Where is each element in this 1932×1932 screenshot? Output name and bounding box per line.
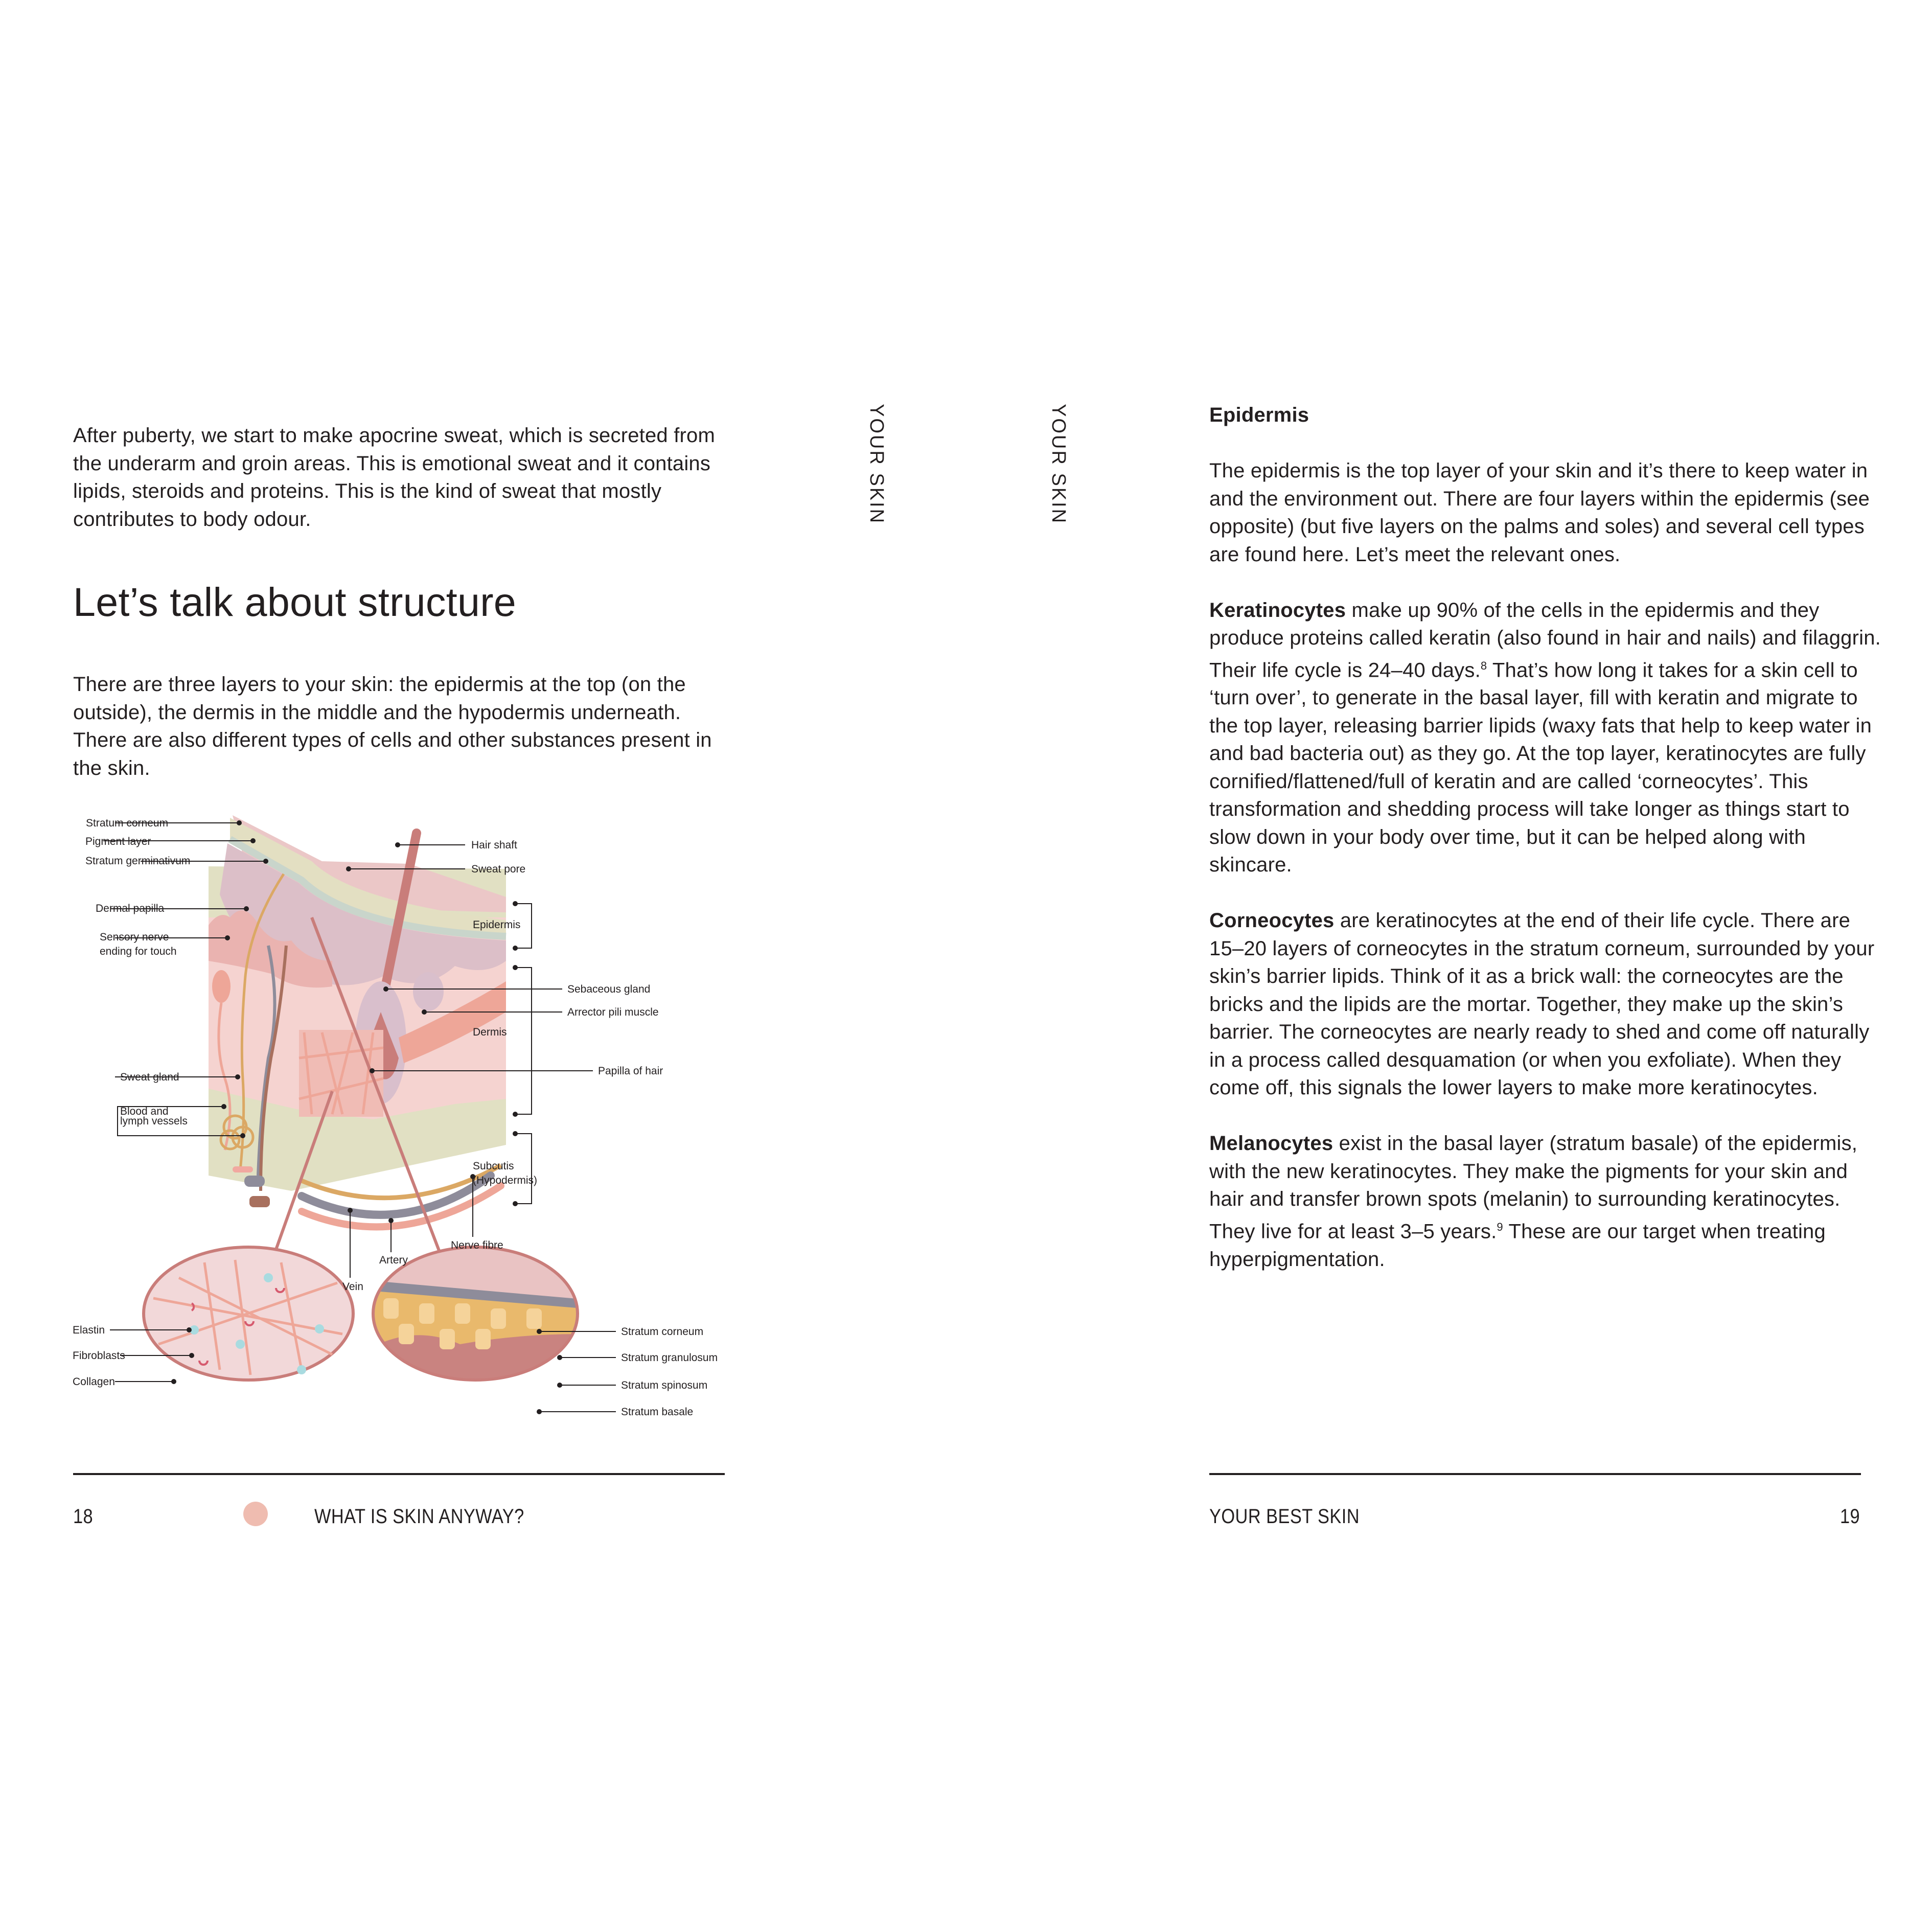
label-sensory-nerve-line2: ending for touch xyxy=(100,946,177,957)
intro-paragraph: After puberty, we start to make apocrine sweat, which is secreted from the underarm and groin areas. This is emotional sweat and it contains lipids, steroids and proteins. This is the kind of sweat that mostly contributes to body odour. xyxy=(73,424,715,531)
label-fibroblasts: Fibroblasts xyxy=(73,1350,125,1362)
chapter-dot-icon xyxy=(243,1502,268,1526)
footnote-ref-8[interactable]: 8 xyxy=(1480,659,1487,672)
page-number-left: 18 xyxy=(73,1505,94,1528)
label-elastin: Elastin xyxy=(73,1324,105,1336)
running-head-right: YOUR SKIN xyxy=(1048,404,1069,525)
label-dermal-papilla: Dermal papilla xyxy=(96,903,165,914)
chapter-title: WHAT IS SKIN ANYWAY? xyxy=(314,1505,524,1528)
lymph-vessel-pink xyxy=(233,1166,253,1172)
melanocytes-text-1: exist in the basal layer (stratum basale) of the epidermis, with the new keratinocytes. They make the pigments for your skin and hair and transfer brown spots (melanin) to surrounding keratinocytes. They live for at least 3–5 years. xyxy=(1209,1132,1858,1243)
label-vein: Vein xyxy=(342,1281,363,1293)
label-subcutis-line2: (Hypodermis) xyxy=(473,1175,538,1186)
keratinocytes-text-1: make up 90% of the cells in the epidermis and they produce proteins called keratin (also found in hair and nails) and filaggrin. Their life cycle is 24–40 days. xyxy=(1209,599,1881,681)
label-papilla-of-hair: Papilla of hair xyxy=(598,1065,663,1077)
label-inset-stratum-granulosum: Stratum granulosum xyxy=(621,1352,718,1364)
dermis-inset xyxy=(144,1247,353,1380)
label-sweat-gland: Sweat gland xyxy=(120,1071,179,1083)
melanocytes-paragraph xyxy=(1209,1130,1884,1273)
structure-paragraph: There are three layers to your skin: the epidermis at the top (on the outside), the dermis in the middle and the hypodermis underneath. There are also different types of cells and other substances present in the skin. xyxy=(73,673,712,779)
keratinocytes-text-2: That’s how long it takes for a skin cell to ‘turn over’, to generate in the basal layer, fill with keratin and migrate to the top layer, releasing barrier lipids (waxy fats that help to keep water in and bad bacteria out) as they go. At the top layer, keratinocytes are fully cornified/flattened/full of keratin and are called ‘corneocytes’. This transformation and shedding process will take longer as things start to slow down in your body over time, but it can be helped along with skincare. xyxy=(1209,658,1872,877)
melanocytes-text-2: These are our target when treating hyperpigmentation. xyxy=(1209,1220,1826,1271)
label-subcutis-line1: Subcutis xyxy=(473,1160,514,1172)
label-sebaceous-gland: Sebaceous gland xyxy=(567,983,651,995)
label-stratum-corneum: Stratum corneum xyxy=(86,817,169,829)
section-heading: Let’s talk about structure xyxy=(73,579,517,625)
epidermis-paragraph: The epidermis is the top layer of your skin and it’s there to keep water in and the environment out. There are four layers within the epidermis (see opposite) (but five layers on the palms and soles) and several cell types are found here. Let’s meet the relevant ones. xyxy=(1209,459,1870,566)
label-stratum-germinativum: Stratum germinativum xyxy=(85,855,191,867)
label-pigment-layer: Pigment layer xyxy=(85,836,151,847)
melanocytes-term: Melanocytes xyxy=(1209,1132,1333,1155)
label-inset-stratum-corneum: Stratum corneum xyxy=(621,1326,704,1338)
sebaceous-gland-illustration xyxy=(413,972,444,1011)
keratinocytes-paragraph xyxy=(1209,596,1884,879)
skin-structure-diagram xyxy=(66,792,746,1418)
sensory-nerve-ending-illustration xyxy=(212,970,231,1003)
label-blood-lymph-line2: lymph vessels xyxy=(120,1115,188,1127)
label-inset-stratum-basale: Stratum basale xyxy=(621,1406,694,1418)
label-arrector-pili: Arrector pili muscle xyxy=(567,1006,659,1018)
footer-rule-right xyxy=(1209,1473,1861,1475)
page-number-right: 19 xyxy=(1840,1505,1860,1528)
label-dermis: Dermis xyxy=(473,1026,507,1038)
label-sensory-nerve-line1: Sensory nerve xyxy=(100,931,169,943)
footer-rule-left xyxy=(73,1473,725,1475)
label-nerve-fibre: Nerve fibre xyxy=(451,1239,503,1251)
vein-cross-section xyxy=(244,1176,265,1187)
artery-cross-section xyxy=(249,1196,270,1207)
footnote-ref-9[interactable]: 9 xyxy=(1497,1220,1503,1233)
label-sweat-pore: Sweat pore xyxy=(471,863,526,875)
corneocytes-text: are keratinocytes at the end of their life cycle. There are 15–20 layers of corneocytes in the stratum corneum, surrounded by your skin’s barrier lipids. Think of it as a brick wall: the corneocytes are the bricks and the lipids are the mortar. Together, they make up the skin’s barrier. The corneocytes are nearly ready to shed and come off naturally in a process called desquamation (or when you exfoliate). When they come off, this signals the lower layers to make more keratinocytes. xyxy=(1209,909,1875,1099)
label-inset-stratum-spinosum: Stratum spinosum xyxy=(621,1379,708,1391)
running-head-left: YOUR SKIN xyxy=(866,404,887,525)
label-collagen: Collagen xyxy=(73,1376,115,1388)
label-epidermis: Epidermis xyxy=(473,919,521,931)
label-artery: Artery xyxy=(379,1254,408,1266)
skin-block-illustration xyxy=(209,815,506,1288)
label-blood-lymph-line1: Blood and xyxy=(120,1106,169,1117)
label-hair-shaft: Hair shaft xyxy=(471,839,517,851)
corneocytes-paragraph xyxy=(1209,907,1884,1102)
keratinocytes-term: Keratinocytes xyxy=(1209,599,1346,622)
right-column xyxy=(1209,401,1884,1301)
book-title: YOUR BEST SKIN xyxy=(1209,1505,1360,1528)
corneocytes-term: Corneocytes xyxy=(1209,909,1335,932)
epidermis-heading: Epidermis xyxy=(1209,404,1309,426)
